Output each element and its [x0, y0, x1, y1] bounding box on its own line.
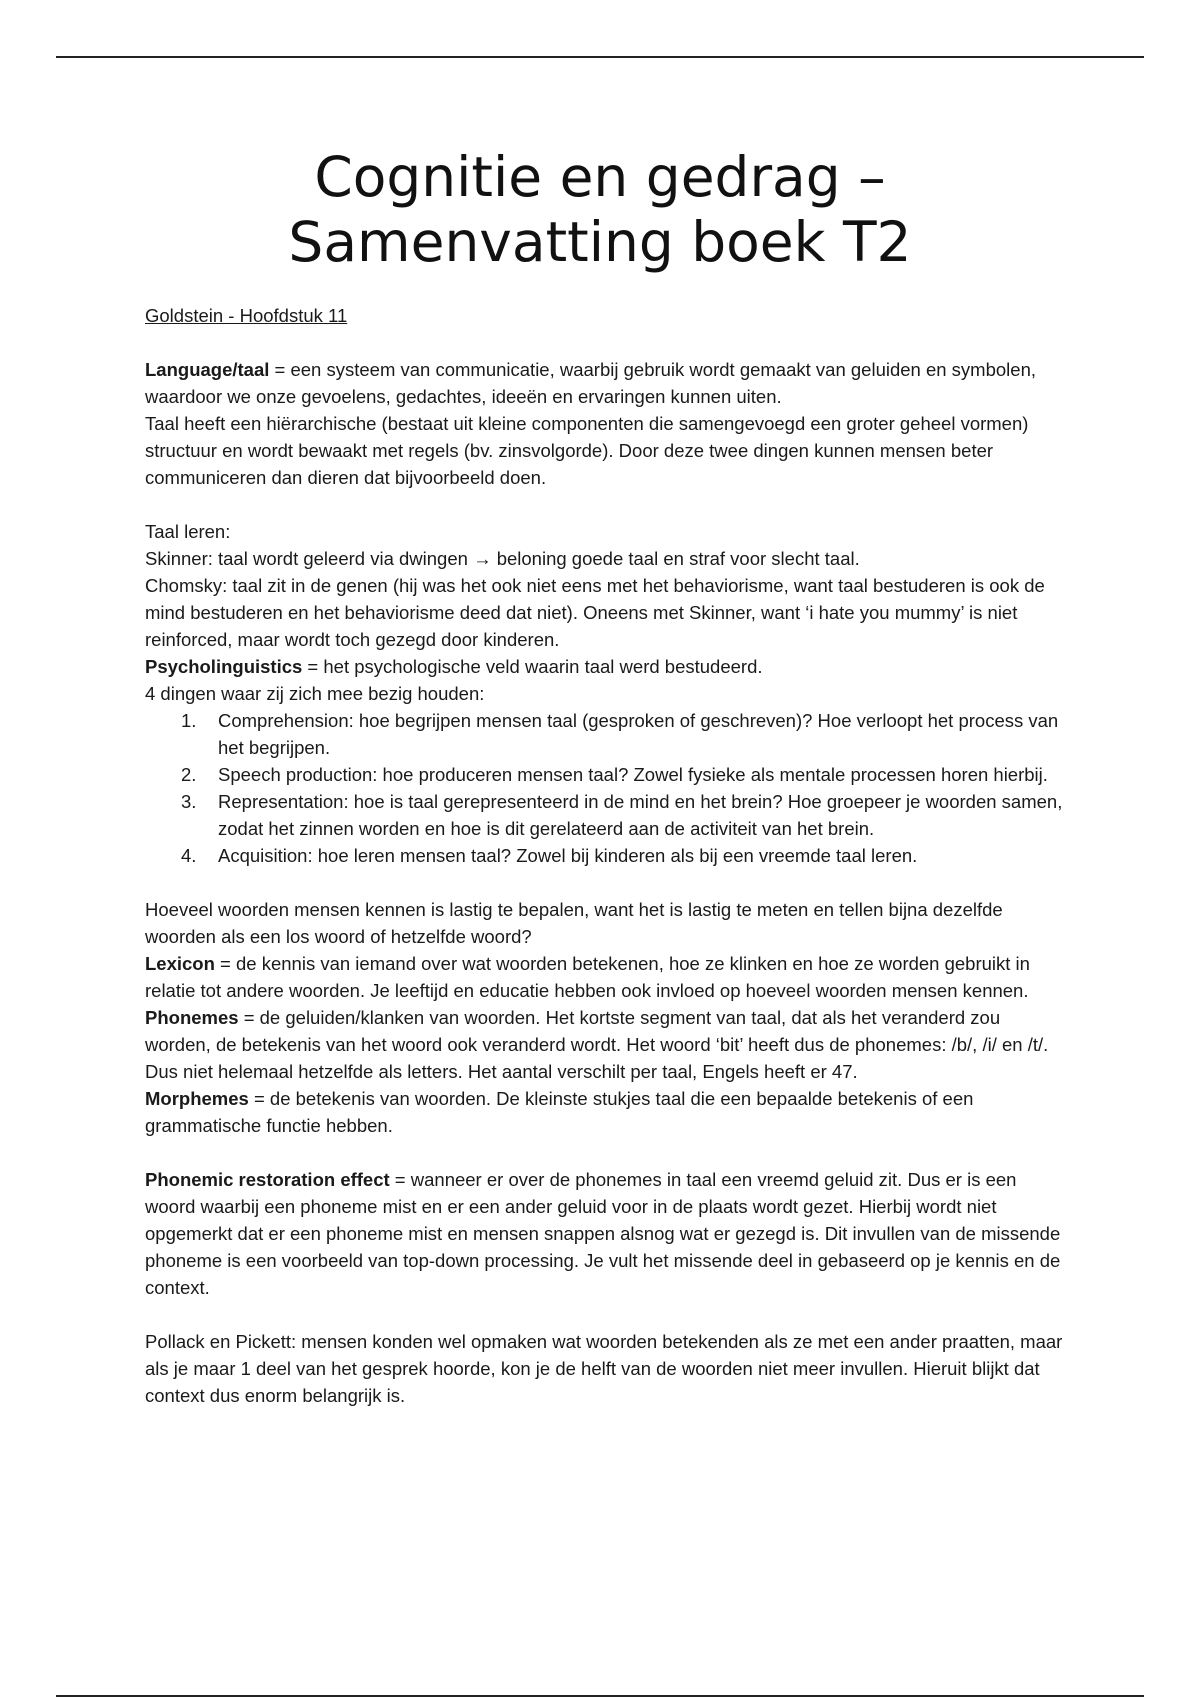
arrow-right-icon: → — [473, 548, 492, 569]
list-item-text: Comprehension: hoe begrijpen mensen taal (gesproken of geschreven)? Hoe verloopt het process van het begrijpen. — [218, 710, 1059, 758]
definition-psycholinguistics: = het psychologische veld waarin taal werd bestudeerd. — [302, 656, 763, 677]
term-morphemes: Morphemes — [145, 1088, 249, 1109]
definition-morphemes: = de betekenis van woorden. De kleinste stukjes taal die een bepaalde betekenis of een grammatische functie hebben. — [145, 1088, 974, 1136]
list-number: 3. — [181, 791, 197, 812]
list-number: 1. — [181, 710, 197, 731]
term-language: Language/taal — [145, 359, 270, 380]
skinner-text: Skinner: taal wordt geleerd via dwingen — [145, 548, 474, 569]
definition-phonemes: = de geluiden/klanken van woorden. Het kortste segment van taal, dat als het veranderd zou worden, de betekenis van het woord ook veranderd wordt. Het woord ‘bit’ heeft dus de phonemes: /b/, /i/ en /t/. Dus niet helemaal hetzelfde als letters. Het aantal verschilt per taal, Engels heeft er 47. — [145, 1007, 1049, 1082]
definition-phonemic-restoration: = wanneer er over de phonemes in taal een vreemd geluid zit. Dus er is een woord waarbij een phoneme mist en er een ander geluid voor in de plaats wordt gezet. Hierbij wordt niet opgemerkt dat er een phoneme mist en mensen snappen alsnog wat er gezegd is. Dit invullen van de missende phoneme is een voorbeeld van top-down processing. Je vult het missende deel in gebaseerd op je kennis en de context. — [145, 1169, 1061, 1298]
paragraph-chomsky: Chomsky: taal zit in de genen (hij was het ook niet eens met het behaviorisme, want taal bestuderen is ook de mind bestuderen en het behaviorisme deed dat niet). Oneens met Skinner, want ‘i hate you mummy’ is niet reinforced, maar wordt toch gezegd door kinderen. — [145, 575, 1045, 650]
term-lexicon: Lexicon — [145, 953, 215, 974]
skinner-text-after: beloning goede taal en straf voor slecht taal. — [491, 548, 860, 569]
paragraph-lexicon — [145, 950, 1065, 1004]
definition-lexicon: = de kennis van iemand over wat woorden betekenen, hoe ze klinken en hoe ze worden gebruikt in relatie tot andere woorden. Je leeftijd en educatie hebben ook invloed op hoeveel woorden mensen kennen. — [145, 953, 1030, 1001]
list-item-text: Speech production: hoe produceren mensen taal? Zowel fysieke als mentale processen horen hierbij. — [218, 764, 1048, 785]
top-rule — [56, 56, 1144, 58]
paragraph-pollack-pickett: Pollack en Pickett: mensen konden wel opmaken wat woorden betekenden als ze met een ander praatten, maar als je maar 1 deel van het gesprek hoorde, kon je de helft van de woorden niet meer invullen. Hieruit blijkt dat context dus enorm belangrijk is. — [145, 1331, 1063, 1406]
title-line-2: Samenvatting boek T2 — [288, 210, 912, 274]
list-item — [145, 842, 1065, 869]
section-heading: Goldstein - Hoofdstuk 11 — [145, 305, 348, 326]
term-phonemic-restoration: Phonemic restoration effect — [145, 1169, 390, 1190]
paragraph-taal-leren: Taal leren: — [145, 521, 231, 542]
list-item — [145, 761, 1065, 788]
document-body — [145, 302, 1065, 1409]
numbered-list — [145, 707, 1065, 869]
list-number: 2. — [181, 764, 197, 785]
paragraph-hoeveel-woorden: Hoeveel woorden mensen kennen is lastig te bepalen, want het is lastig te meten en tellen bijna dezelfde woorden als een los woord of hetzelfde woord? — [145, 899, 1003, 947]
list-item — [145, 707, 1065, 761]
bottom-rule — [56, 1695, 1144, 1697]
list-item — [145, 788, 1065, 842]
paragraph-phonemes — [145, 1004, 1065, 1085]
paragraph-skinner — [145, 545, 1065, 572]
title-line-1: Cognitie en gedrag – — [314, 145, 886, 209]
term-phonemes: Phonemes — [145, 1007, 239, 1028]
list-item-text: Representation: hoe is taal gerepresenteerd in de mind en het brein? Hoe groepeer je woorden samen, zodat het zinnen worden en hoe is dit gerelateerd aan de activiteit van het brein. — [218, 791, 1063, 839]
definition-language: = een systeem van communicatie, waarbij gebruik wordt gemaakt van geluiden en symbolen, waardoor we onze gevoelens, gedachtes, ideeën en ervaringen kunnen uiten. — [145, 359, 1037, 407]
paragraph-hierarchy: Taal heeft een hiërarchische (bestaat uit kleine componenten die samengevoegd een groter geheel vormen) structuur en wordt bewaakt met regels (bv. zinsvolgorde). Door deze twee dingen kunnen mensen beter communiceren dan dieren dat bijvoorbeeld doen. — [145, 413, 1029, 488]
document-title — [0, 145, 1200, 275]
paragraph-four-things: 4 dingen waar zij zich mee bezig houden: — [145, 683, 485, 704]
paragraph-phonemic-restoration — [145, 1166, 1065, 1301]
term-psycholinguistics: Psycholinguistics — [145, 656, 303, 677]
paragraph-psycholinguistics — [145, 653, 1065, 680]
paragraph-language — [145, 356, 1065, 410]
list-number: 4. — [181, 845, 197, 866]
paragraph-morphemes — [145, 1085, 1065, 1139]
list-item-text: Acquisition: hoe leren mensen taal? Zowel bij kinderen als bij een vreemde taal leren. — [218, 845, 918, 866]
